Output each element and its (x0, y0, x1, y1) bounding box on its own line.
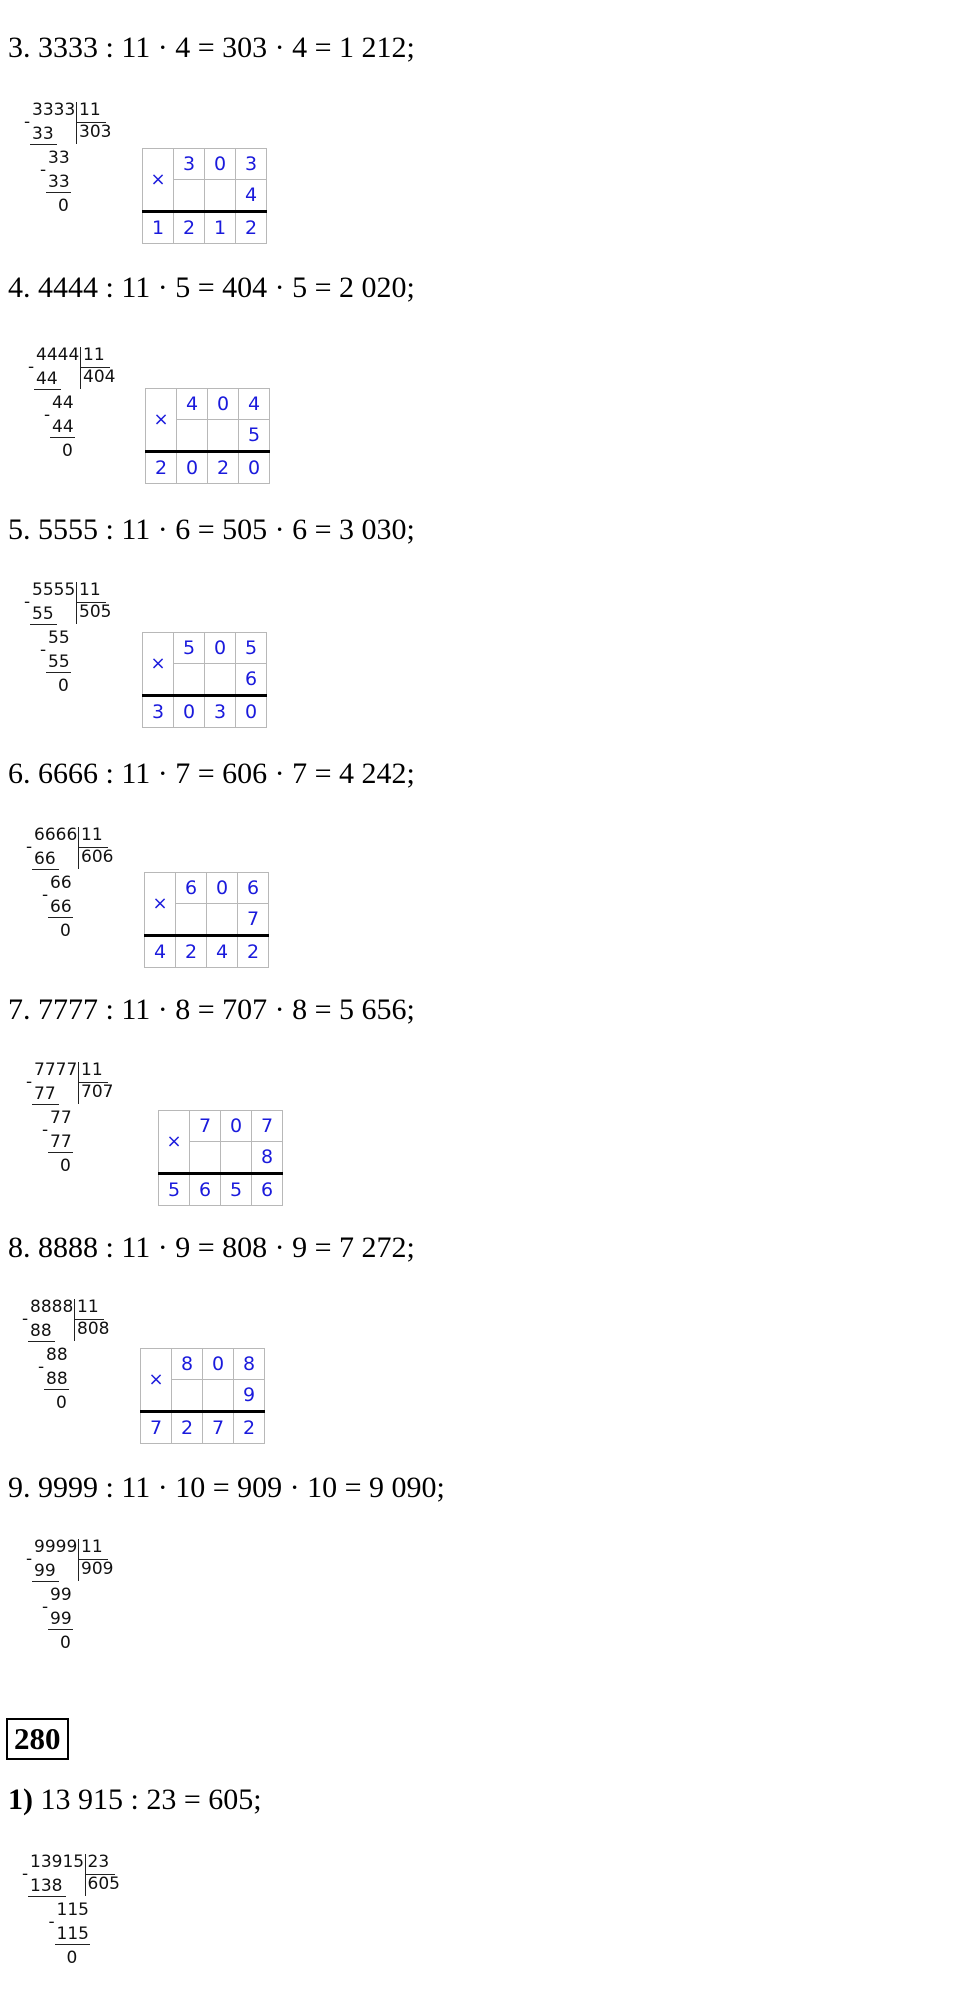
minus-sign: - (40, 160, 47, 180)
underline-2 (46, 672, 71, 673)
factor-digit: 3 (236, 149, 267, 180)
subtrahend-1: 44 (36, 369, 58, 389)
subtrahend-2: 44 (52, 417, 74, 437)
quotient: 707 (81, 1082, 114, 1102)
minus-sign: - (42, 1120, 49, 1140)
multiplier-digit: 7 (238, 904, 269, 936)
times-sign: × (143, 633, 174, 696)
remainder-1: 77 (50, 1108, 72, 1128)
result-digit: 5 (221, 1174, 252, 1206)
underline-1 (28, 1896, 66, 1897)
dividend: 4444 (36, 345, 80, 365)
subtrahend-2: 55 (48, 652, 70, 672)
divisor: 11 (83, 345, 105, 365)
dividend: 7777 (34, 1060, 78, 1080)
subtrahend-1: 55 (32, 604, 54, 624)
subtrahend-1: 33 (32, 124, 54, 144)
empty-cell (174, 664, 205, 696)
result-digit: 3 (143, 696, 174, 728)
factor-digit: 7 (190, 1111, 221, 1142)
long-division (22, 345, 142, 490)
result-digit: 2 (176, 936, 207, 968)
factor-row (143, 633, 267, 664)
factor-digit: 8 (234, 1349, 265, 1380)
result-digit: 6 (252, 1174, 283, 1206)
subtrahend-1: 77 (34, 1084, 56, 1104)
underline-2 (55, 1944, 91, 1945)
remainder-1: 66 (50, 873, 72, 893)
minus-sign: - (40, 640, 47, 660)
result-digit: 4 (207, 936, 238, 968)
subtrahend-1: 66 (34, 849, 56, 869)
division-bar (85, 1854, 86, 1896)
division-bar (74, 1299, 75, 1341)
final-remainder: 0 (62, 441, 73, 461)
final-remainder: 0 (66, 1948, 78, 1968)
result-digit: 0 (174, 696, 205, 728)
factor-row (159, 1111, 283, 1142)
remainder-1: 88 (46, 1345, 68, 1365)
multiplication-grid (142, 148, 267, 244)
remainder-1: 99 (50, 1585, 72, 1605)
equation-7: 7. 7777 : 11 · 8 = 707 · 8 = 5 656; (8, 993, 415, 1026)
factor-row (145, 873, 269, 904)
result-digit: 2 (238, 936, 269, 968)
long-division (20, 1060, 140, 1205)
empty-cell (205, 180, 236, 212)
minus-sign: - (22, 1309, 29, 1329)
result-digit: 6 (190, 1174, 221, 1206)
result-digit: 1 (143, 212, 174, 244)
times-sign: × (141, 1349, 172, 1412)
quotient: 808 (77, 1319, 110, 1339)
multiplier-digit: 4 (236, 180, 267, 212)
empty-cell (177, 420, 208, 452)
factor-digit: 0 (205, 633, 236, 664)
quotient: 404 (83, 367, 116, 387)
factor-digit: 5 (174, 633, 205, 664)
multiplication-grid (145, 388, 270, 484)
final-remainder: 0 (58, 676, 69, 696)
result-row (146, 452, 270, 484)
result-digit: 5 (159, 1174, 190, 1206)
empty-cell (190, 1142, 221, 1174)
factor-digit: 0 (221, 1111, 252, 1142)
factor-digit: 3 (174, 149, 205, 180)
remainder-1: 55 (48, 628, 70, 648)
quotient: 606 (81, 847, 114, 867)
minus-sign: - (44, 405, 51, 425)
multiplier-digit: 6 (236, 664, 267, 696)
multiplication-grid (140, 1348, 265, 1444)
result-digit: 0 (239, 452, 270, 484)
final-remainder: 0 (60, 1156, 71, 1176)
factor-digit: 0 (208, 389, 239, 420)
factor-digit: 0 (203, 1349, 234, 1380)
underline-2 (44, 1389, 69, 1390)
quotient: 303 (79, 122, 112, 142)
result-digit: 2 (234, 1412, 265, 1444)
factor-digit: 6 (238, 873, 269, 904)
multiplier-digit: 8 (252, 1142, 283, 1174)
subtrahend-2: 66 (50, 897, 72, 917)
factor-row (146, 389, 270, 420)
division-bar (80, 347, 81, 389)
empty-cell (208, 420, 239, 452)
final-remainder: 0 (58, 196, 69, 216)
equation-8: 8. 8888 : 11 · 9 = 808 · 9 = 7 272; (8, 1231, 415, 1264)
factor-digit: 5 (236, 633, 267, 664)
remainder-1: 33 (48, 148, 70, 168)
result-row (159, 1174, 283, 1206)
division-bar (76, 102, 77, 144)
result-digit: 3 (205, 696, 236, 728)
factor-row (143, 149, 267, 180)
long-division (16, 1297, 136, 1442)
subtrahend-2: 33 (48, 172, 70, 192)
subtrahend-2: 115 (56, 1924, 89, 1944)
factor-digit: 8 (172, 1349, 203, 1380)
remainder-1: 44 (52, 393, 74, 413)
long-division (16, 1852, 156, 1997)
factor-digit: 4 (177, 389, 208, 420)
multiplier-digit: 5 (239, 420, 270, 452)
empty-cell (176, 904, 207, 936)
part-1-label: 1) (8, 1783, 33, 1816)
final-remainder: 0 (60, 921, 71, 941)
equation-9: 9. 9999 : 11 · 10 = 909 · 10 = 9 090; (8, 1471, 445, 1504)
factor-digit: 0 (207, 873, 238, 904)
multiplication-grid (158, 1110, 283, 1206)
minus-sign: - (26, 1549, 33, 1569)
equation-3: 3. 3333 : 11 · 4 = 303 · 4 = 1 212; (8, 31, 415, 64)
result-digit: 2 (174, 212, 205, 244)
underline-1 (34, 389, 61, 390)
empty-cell (172, 1380, 203, 1412)
divisor: 11 (77, 1297, 99, 1317)
times-sign: × (145, 873, 176, 936)
empty-cell (203, 1380, 234, 1412)
result-digit: 0 (177, 452, 208, 484)
underline-1 (32, 1581, 59, 1582)
underline-2 (46, 192, 71, 193)
division-bar (78, 827, 79, 869)
underline-1 (28, 1341, 55, 1342)
result-digit: 2 (208, 452, 239, 484)
long-division (20, 825, 140, 970)
minus-sign: - (42, 1597, 49, 1617)
quotient: 605 (87, 1874, 120, 1894)
part-1-equation (8, 1782, 262, 1818)
division-bar (78, 1539, 79, 1581)
minus-sign: - (26, 837, 33, 857)
factor-digit: 0 (205, 149, 236, 180)
empty-cell (205, 664, 236, 696)
minus-sign: - (42, 885, 49, 905)
result-digit: 7 (141, 1412, 172, 1444)
long-division (18, 100, 138, 245)
division-bar (78, 1062, 79, 1104)
divisor: 11 (81, 825, 103, 845)
factor-digit: 7 (252, 1111, 283, 1142)
divisor: 11 (81, 1537, 103, 1557)
equation-4: 4. 4444 : 11 · 5 = 404 · 5 = 2 020; (8, 271, 415, 304)
dividend: 3333 (32, 100, 76, 120)
result-digit: 1 (205, 212, 236, 244)
minus-sign: - (26, 1072, 33, 1092)
factor-row (141, 1349, 265, 1380)
result-digit: 2 (146, 452, 177, 484)
subtrahend-2: 77 (50, 1132, 72, 1152)
empty-cell (221, 1142, 252, 1174)
underline-2 (48, 917, 73, 918)
divisor: 23 (87, 1852, 110, 1872)
underline-2 (48, 1629, 73, 1630)
divisor: 11 (79, 100, 101, 120)
quotient: 505 (79, 602, 112, 622)
multiplication-grid (144, 872, 269, 968)
result-row (141, 1412, 265, 1444)
result-digit: 7 (203, 1412, 234, 1444)
equation-6: 6. 6666 : 11 · 7 = 606 · 7 = 4 242; (8, 757, 415, 790)
multiplication-grid (142, 632, 267, 728)
dividend: 13915 (30, 1852, 85, 1872)
long-division (18, 580, 138, 725)
underline-2 (48, 1152, 73, 1153)
underline-1 (32, 869, 59, 870)
divisor: 11 (81, 1060, 103, 1080)
long-division (20, 1537, 140, 1682)
minus-sign: - (28, 357, 35, 377)
result-row (145, 936, 269, 968)
times-sign: × (143, 149, 174, 212)
result-row (143, 696, 267, 728)
minus-sign: - (24, 112, 31, 132)
underline-1 (30, 144, 57, 145)
subtrahend-1: 88 (30, 1321, 52, 1341)
times-sign: × (159, 1111, 190, 1174)
subtrahend-2: 99 (50, 1609, 72, 1629)
times-sign: × (146, 389, 177, 452)
quotient: 909 (81, 1559, 114, 1579)
minus-sign: - (48, 1912, 55, 1932)
subtrahend-2: 88 (46, 1369, 68, 1389)
result-digit: 0 (236, 696, 267, 728)
empty-cell (174, 180, 205, 212)
result-row (143, 212, 267, 244)
minus-sign: - (38, 1357, 45, 1377)
result-digit: 2 (236, 212, 267, 244)
underline-2 (50, 437, 75, 438)
minus-sign: - (22, 1864, 29, 1884)
underline-1 (32, 1104, 59, 1105)
division-bar (76, 582, 77, 624)
dividend: 5555 (32, 580, 76, 600)
dividend: 9999 (34, 1537, 78, 1557)
dividend: 6666 (34, 825, 78, 845)
empty-cell (207, 904, 238, 936)
underline-1 (30, 624, 57, 625)
factor-digit: 4 (239, 389, 270, 420)
multiplier-digit: 9 (234, 1380, 265, 1412)
equation-5: 5. 5555 : 11 · 6 = 505 · 6 = 3 030; (8, 513, 415, 546)
subtrahend-1: 138 (30, 1876, 63, 1896)
problem-number: 280 (6, 1718, 69, 1760)
final-remainder: 0 (60, 1633, 71, 1653)
subtrahend-1: 99 (34, 1561, 56, 1581)
result-digit: 2 (172, 1412, 203, 1444)
dividend: 8888 (30, 1297, 74, 1317)
minus-sign: - (24, 592, 31, 612)
divisor: 11 (79, 580, 101, 600)
final-remainder: 0 (56, 1393, 67, 1413)
factor-digit: 6 (176, 873, 207, 904)
result-digit: 4 (145, 936, 176, 968)
part-1-text: 13 915 : 23 = 605; (40, 1783, 262, 1816)
remainder-1: 115 (56, 1900, 89, 1920)
